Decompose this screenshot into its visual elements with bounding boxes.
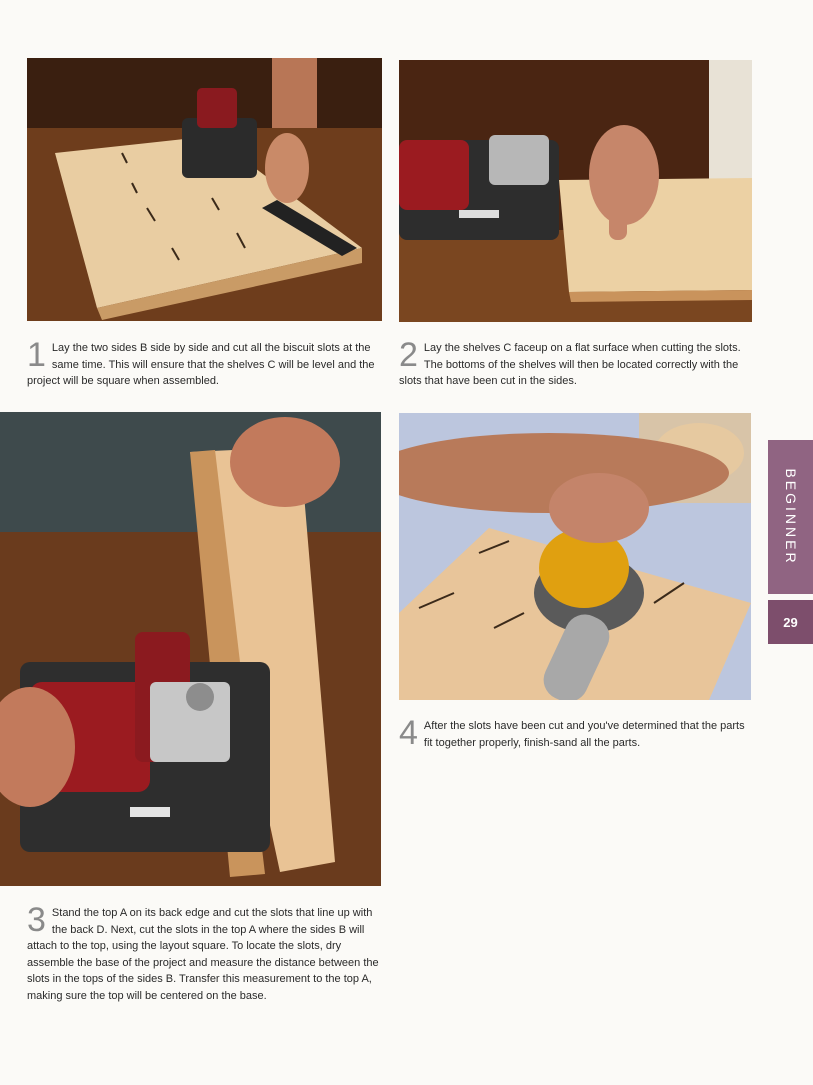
photo-step-3 — [0, 412, 381, 886]
caption-step-3 — [27, 901, 379, 1005]
caption-step-1 — [27, 336, 379, 390]
caption-step-2 — [399, 336, 751, 390]
section-tab-label: BEGINNER — [782, 468, 799, 566]
step-number: 2 — [399, 336, 418, 374]
step-text: Lay the two sides B side by side and cut all the biscuit slots at the same time. This will ensure that the shelves C will be level and the project will be square when assembled. — [27, 342, 375, 388]
photo-step-2 — [399, 60, 752, 322]
step-number: 1 — [27, 336, 46, 374]
step-text: Stand the top A on its back edge and cut the slots that line up with the back D. Next, cut the slots in the top A where the sides B will attach to the top, using the layout square. To locate the slots, dry assemble the base of the project and measure the distance between the slots in the tops of the sides B. Transfer this measurement to the top A, making sure the top will be centered on the base. — [27, 907, 379, 1002]
photo-step-1 — [27, 58, 382, 321]
step-number: 3 — [27, 901, 46, 939]
step-number: 4 — [399, 714, 418, 752]
page-number-tab — [768, 600, 813, 644]
section-tab-beginner — [768, 440, 813, 594]
step-text: After the slots have been cut and you've determined that the parts fit together properly, finish-sand all the parts. — [423, 720, 745, 749]
photo-step-4 — [399, 413, 751, 700]
caption-step-4 — [399, 714, 751, 752]
page-number: 29 — [783, 614, 798, 630]
step-text: Lay the shelves C faceup on a flat surface when cutting the slots. The bottoms of the shelves will then be located correctly with the slots that have been cut in the sides. — [399, 342, 741, 388]
